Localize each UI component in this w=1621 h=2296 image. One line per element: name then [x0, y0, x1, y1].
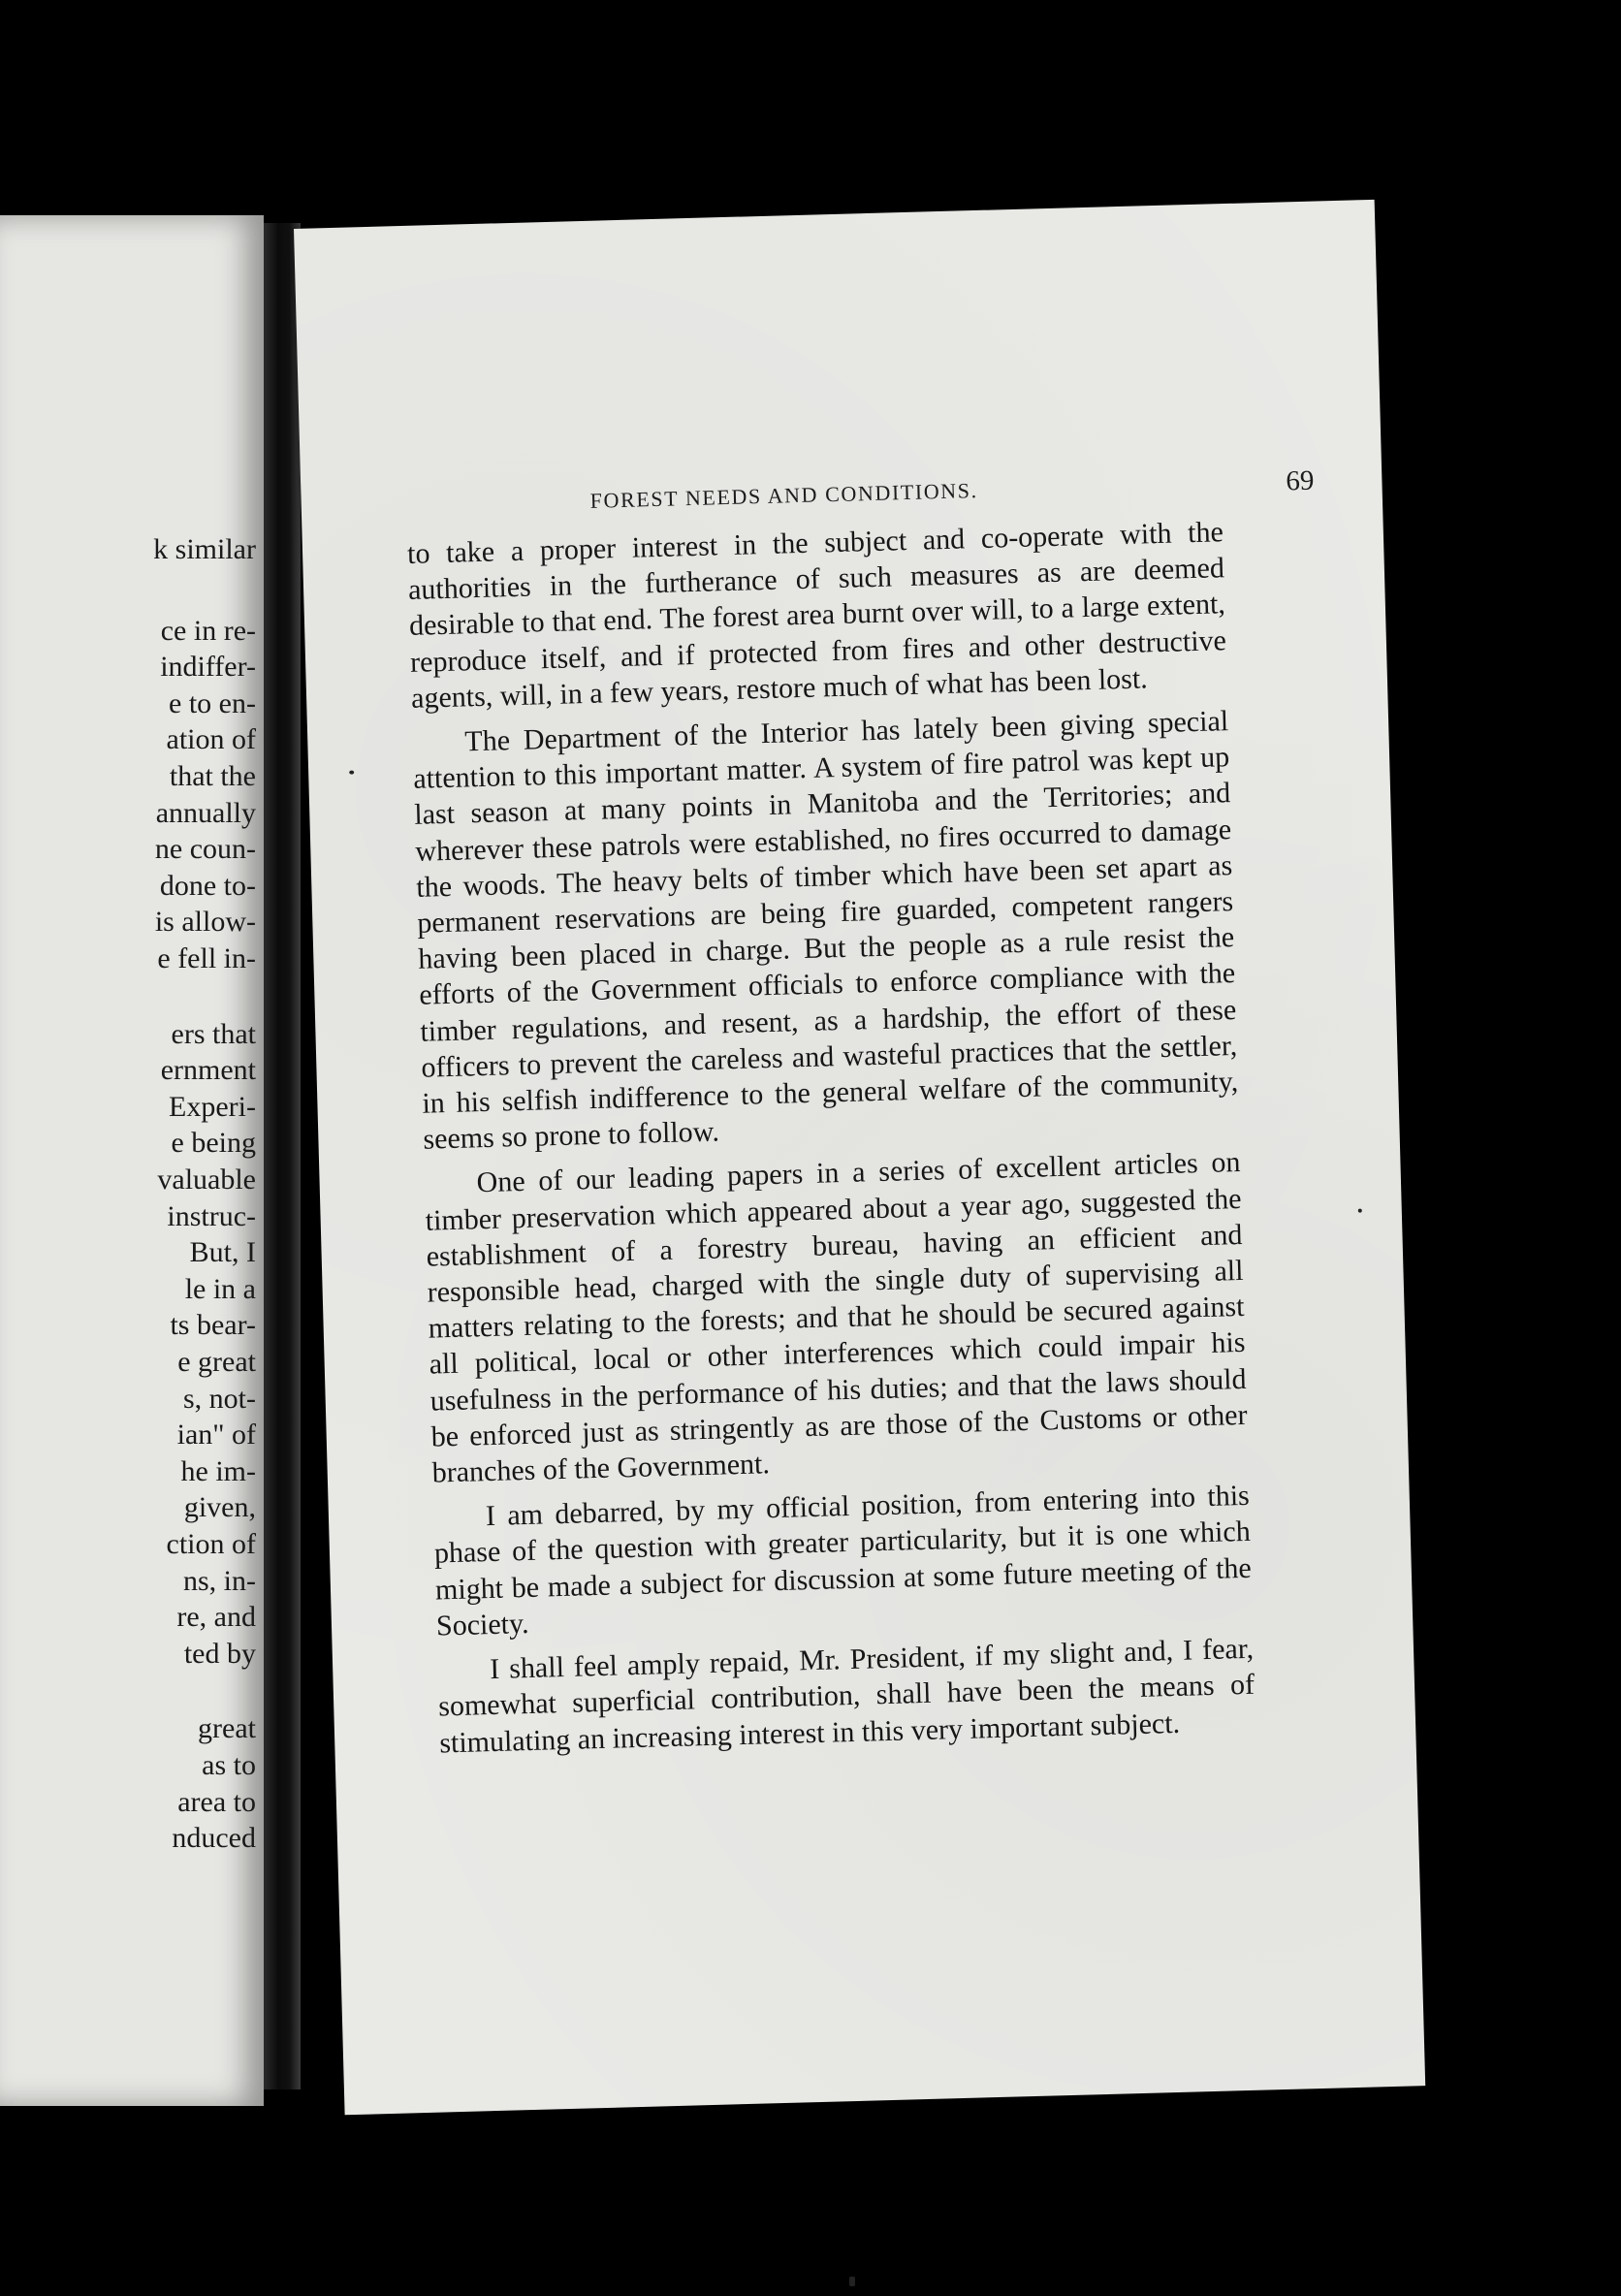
paragraph: One of our leading papers in a series of excellent articles on timber preservation which appeared about a year ago, suggested the establishment of a forestry bureau, having an efficient and responsible head, charged with the single duty of supervising all matters relating to the forests; and that he should be secured against all political, local or other interferences which could impair his usefulness in the performance of his duties; and that the laws should be enforced just as stringently as are those of the Customs or other branches of the Government.: [425, 1146, 1248, 1489]
left-page-line: ernment: [160, 1054, 256, 1087]
book-gutter: [264, 223, 301, 2089]
paragraph: The Department of the Interior has lately been giving special attention to this important matter. A system of fire patrol was kept up last season at many points in Manitoba and the Territories; and wherever these patrols were established, no fires occurred to damage the woods. The heavy belts of timber which have been set apart as permanent reservations are being fire guarded, competent rangers having been placed in charge. But the people as a rule resist the efforts of the Government officials to enforce compliance with the timber regulations, and resent, as a hardship, the effort of these officers to prevent the careless and wasteful practices that the settler, in his selfish indifference to the general welfare of the community, seems so prone to follow.: [412, 705, 1239, 1156]
left-page: [0, 215, 264, 2106]
left-page-line: as to: [202, 1749, 256, 1781]
body-text: [407, 514, 1256, 1770]
left-page-line: indiffer-: [160, 651, 256, 684]
left-page-line: e being: [171, 1127, 256, 1160]
left-page-line: ns, in-: [183, 1564, 256, 1597]
left-page-line: is allow-: [154, 906, 256, 939]
running-title: FOREST NEEDS AND CONDITIONS.: [589, 478, 978, 513]
left-page-line: ne coun-: [154, 833, 256, 866]
left-page-line: e fell in-: [157, 942, 256, 974]
left-page-line: k similar: [153, 533, 256, 565]
scan-speck: [349, 771, 354, 775]
left-page-line: that the: [169, 760, 256, 792]
page-number: 69: [1285, 464, 1315, 497]
left-page-line: ted by: [183, 1637, 256, 1670]
left-page-line: he im-: [180, 1454, 256, 1487]
left-page-line: great: [198, 1712, 256, 1745]
left-page-line: ction of: [166, 1528, 256, 1560]
left-page-line: But, I: [189, 1236, 256, 1269]
left-page-line: s, not-: [183, 1382, 256, 1415]
left-page-line: e to en-: [169, 686, 256, 719]
right-page: [294, 200, 1425, 2115]
scan-speck: [849, 2277, 855, 2286]
left-page-line: ts bear-: [170, 1309, 256, 1342]
left-page-line: ation of: [166, 723, 256, 756]
left-page-line: area to: [177, 1785, 256, 1818]
paragraph: I am debarred, by my official position, from entering into this phase of the question with greater particularity, but it is one which might be made a subject for discussion at some future meeting of the Society.: [433, 1480, 1253, 1642]
scan-speck: [1358, 1209, 1362, 1213]
left-page-line: done to-: [159, 869, 256, 902]
left-page-line: le in a: [184, 1272, 256, 1305]
paragraph: I shall feel amply repaid, Mr. President, if my slight and, I fear, somewhat superficial contribution, shall have been the means of stimulating an increasing interest in this very important subject.: [437, 1632, 1255, 1759]
left-page-line: nduced: [172, 1822, 256, 1855]
left-page-line: Experi-: [169, 1090, 256, 1123]
left-page-line: e great: [177, 1346, 256, 1378]
left-page-line: ce in re-: [160, 614, 256, 647]
left-page-line: valuable: [157, 1164, 256, 1196]
left-page-line: re, and: [176, 1601, 256, 1634]
left-page-line: annually: [155, 796, 256, 829]
paragraph: to take a proper interest in the subject and co-operate with the authorities in the furtherance of such measures as are deemed desirable to that end. The forest area burnt over will, to a large extent, reproduce itself, and if protected from fires and other destructive agents, will, in a few years, restore much of what has been lost.: [406, 516, 1227, 715]
left-page-line: ers that: [171, 1017, 256, 1050]
left-page-line: instruc-: [167, 1199, 256, 1232]
left-page-line: ian" of: [176, 1419, 256, 1451]
left-page-line: given,: [183, 1491, 256, 1524]
